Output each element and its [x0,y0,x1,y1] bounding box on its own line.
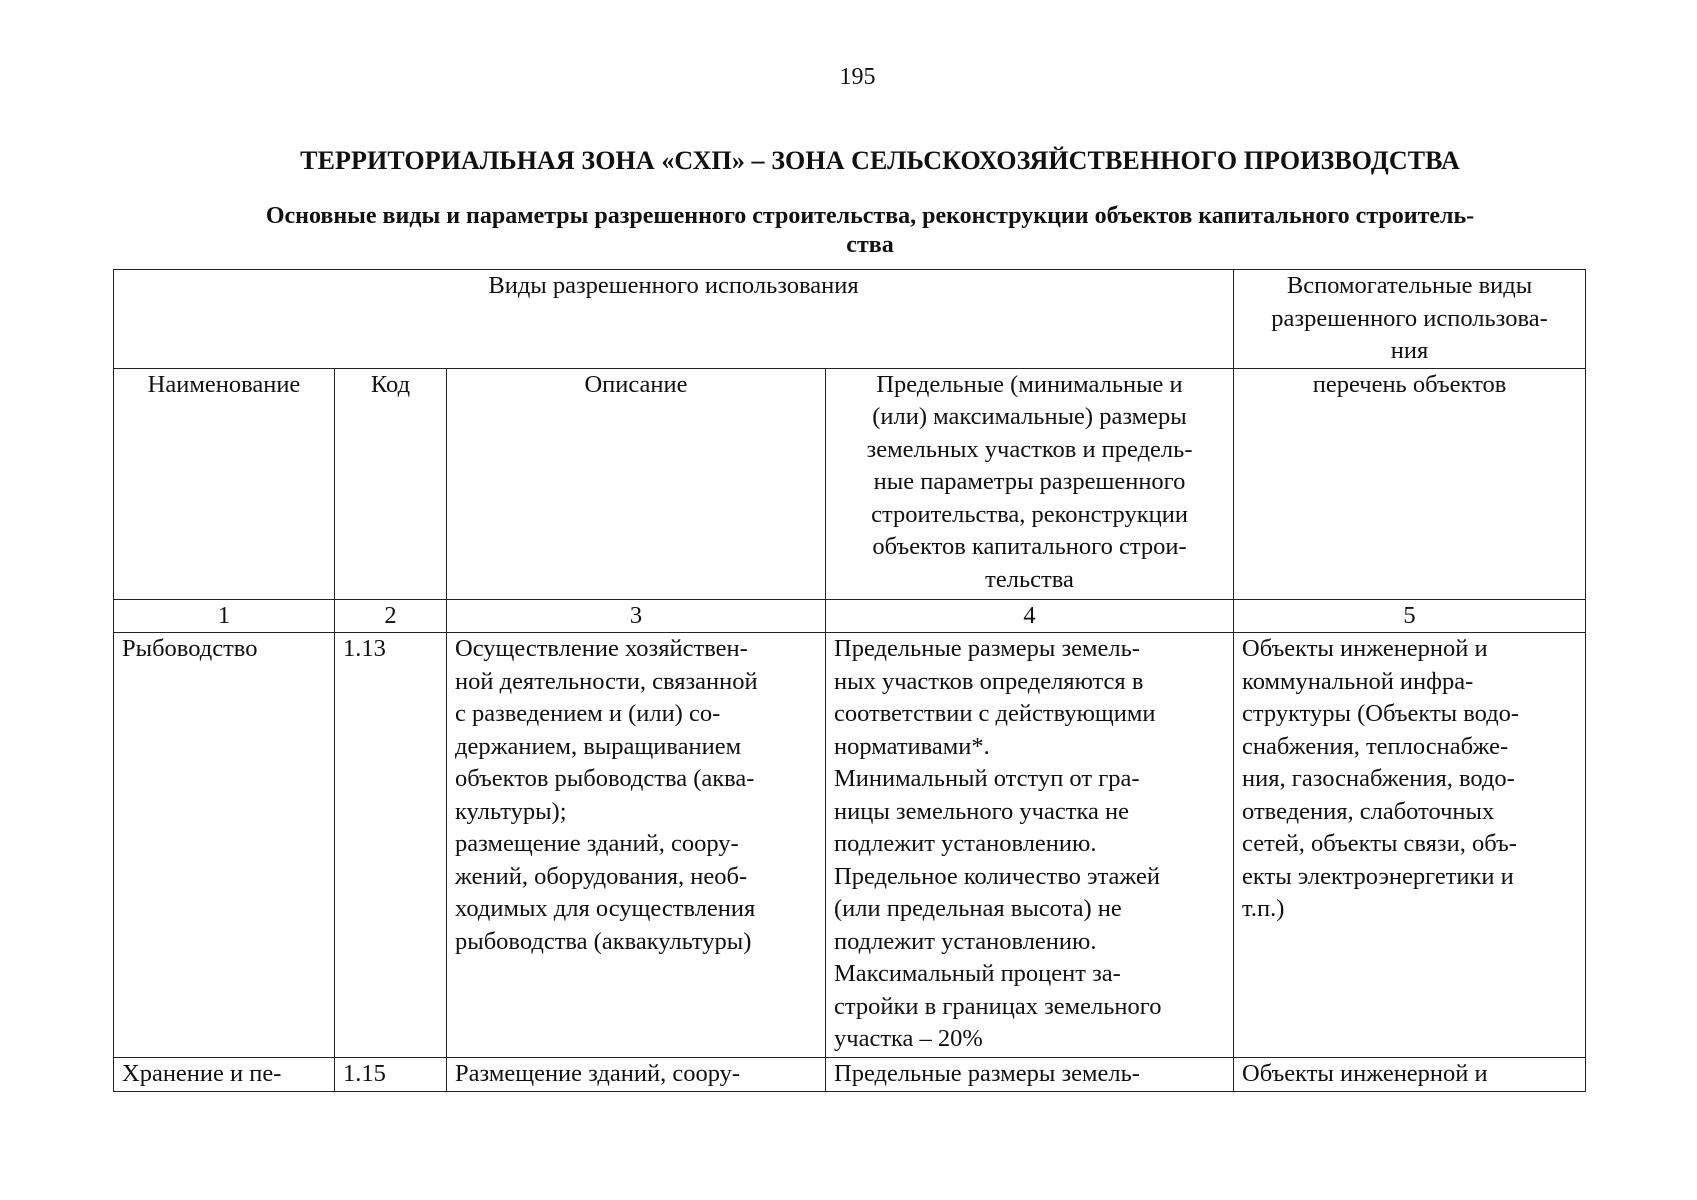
column-header-description: Описание [447,368,826,599]
row-auxiliary: Объекты инженерной и [1234,1058,1586,1092]
column-header-row [114,368,1586,599]
row-auxiliary: Объекты инженерной и коммунальной инфра- структуры (Объекты водо- снабжения, теплоснабже- ния, газоснабжения, водо- отведения, слаботочных сетей, объекты связи, объ- екты электроэнергетики и т.п.) [1234,633,1586,1058]
zone-title: ТЕРРИТОРИАЛЬНАЯ ЗОНА «СХП» – ЗОНА СЕЛЬСКОХОЗЯЙСТВЕННОГО ПРОИЗВОДСТВА [300,146,1460,175]
column-number-row [114,599,1586,633]
group-header-auxiliary: Вспомогательные виды разрешенного использова- ния [1234,270,1586,369]
column-header-parameters: Предельные (минимальные и (или) максимальные) размеры земельных участков и предель- ные параметры разрешенного строительства, реконструкции объектов капитального строи- тельства [826,368,1234,599]
row-name: Рыбоводство [114,633,335,1058]
column-header-name: Наименование [114,368,335,599]
row-description: Осуществление хозяйствен- ной деятельности, связанной с разведением и (или) со- держанием, выращиванием объектов рыбоводства (аква- культуры); размещение зданий, соору- жений, оборудования, необ- ходимых для осуществления рыбоводства (аквакультуры) [447,633,826,1058]
row-parameters: Предельные размеры земель- ных участков определяются в соответствии с действующими нормативами*. Минимальный отступ от гра- ницы земельного участка не подлежит установлению. Предельное количество этажей (или предельная высота) не подлежит установлению. Максимальный процент за- стройки в границах земельного участка – 20% [826,633,1234,1058]
page-number: 195 [839,64,876,90]
row-parameters: Предельные размеры земель- [826,1058,1234,1092]
row-code: 1.13 [335,633,447,1058]
land-use-table [113,269,1586,1092]
table-row [114,633,1586,1058]
column-header-auxiliary-list: перечень объектов [1234,368,1586,599]
column-number: 5 [1234,599,1586,633]
group-header-row [114,270,1586,369]
column-number: 4 [826,599,1234,633]
group-header-main: Виды разрешенного использования [114,270,1234,369]
column-header-code: Код [335,368,447,599]
row-name: Хранение и пе- [114,1058,335,1092]
column-number: 3 [447,599,826,633]
table-row [114,1058,1586,1092]
column-number: 1 [114,599,335,633]
column-number: 2 [335,599,447,633]
table-subtitle: Основные виды и параметры разрешенного строительства, реконструкции объектов капитального строитель- ства [265,203,1475,258]
row-description: Размещение зданий, соору- [447,1058,826,1092]
row-code: 1.15 [335,1058,447,1092]
